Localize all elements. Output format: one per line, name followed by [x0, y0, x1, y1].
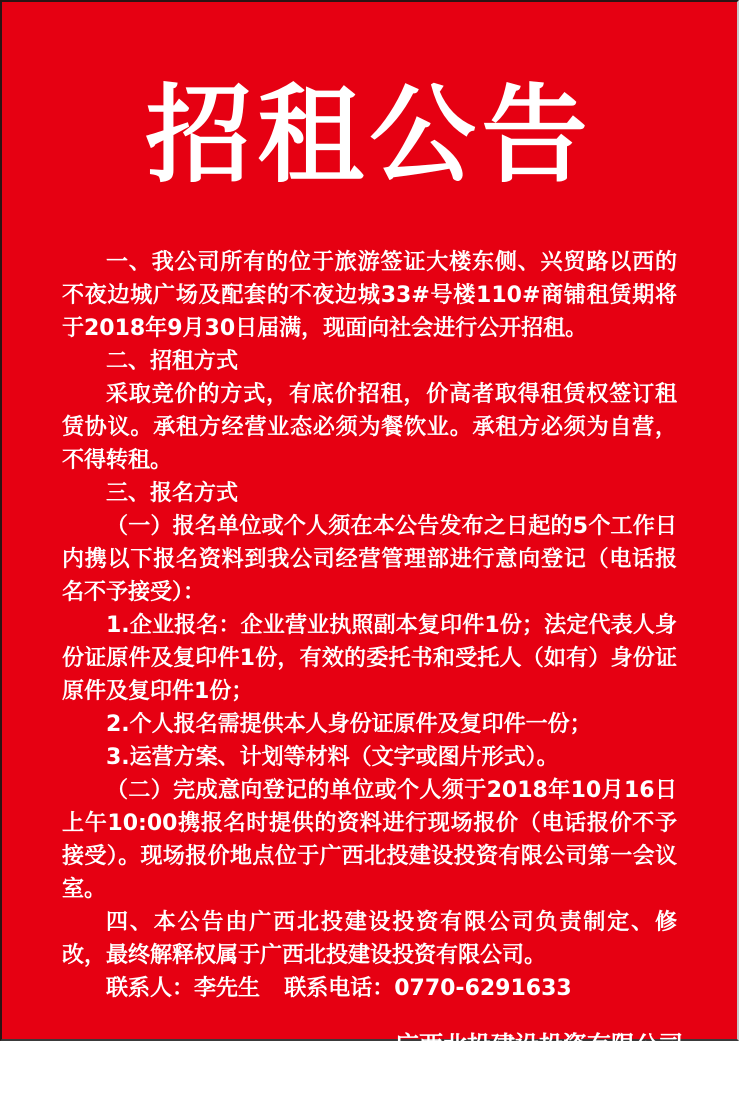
- signature-block: [395, 1027, 683, 1101]
- body-paragraph: 四、本公告由广西北投建设投资有限公司负责制定、修改，最终解释权属于广西北投建设投资有限公司。: [62, 910, 677, 968]
- body-paragraph: 1.企业报名：企业营业执照副本复印件1份；法定代表人身份证原件及复印件1份，有效的委托书和受托人（如有）身份证原件及复印件1份；: [62, 613, 677, 704]
- body-paragraph: （一）报名单位或个人须在本公告发布之日起的5个工作日内携以下报名资料到我公司经营管理部进行意向登记（电话报名不予接受）：: [62, 514, 677, 605]
- poster-body: [62, 246, 677, 1005]
- signature-company: 广西北投建设投资有限公司: [395, 1031, 683, 1059]
- body-paragraph: 2.个人报名需提供本人身份证原件及复印件一份；: [106, 712, 592, 737]
- body-paragraph: （二）完成意向登记的单位或个人须于2018年10月16日上午10:00携报名时提供的资料进行现场报价（电话报价不予接受）。现场报价地点位于广西北投建设投资有限公司第一会议室。: [62, 778, 677, 902]
- body-paragraph: 三、报名方式: [106, 481, 239, 506]
- body-paragraph: 采取竞价的方式，有底价招租，价高者取得租赁权签订租赁协议。承租方经营业态必须为餐饮业。承租方必须为自营，不得转租。: [62, 382, 677, 473]
- contact-person: 联系人：李先生: [106, 976, 261, 1001]
- contact-line: [62, 972, 677, 1005]
- body-paragraph: 一、我公司所有的位于旅游签证大楼东侧、兴贸路以西的不夜边城广场及配套的不夜边城33#号楼110#商铺租赁期将于2018年9月30日届满，现面向社会进行公开招租。: [62, 250, 677, 341]
- signature-date: 2018年9月30日: [444, 1068, 634, 1096]
- body-paragraph: 3.运营方案、计划等材料（文字或图片形式）。: [106, 745, 559, 770]
- body-paragraphs: [62, 246, 677, 972]
- body-paragraph: 二、招租方式: [106, 349, 239, 374]
- poster-title: 招租公告: [145, 72, 594, 197]
- contact-phone: 联系电话：0770-6291633: [284, 976, 572, 1001]
